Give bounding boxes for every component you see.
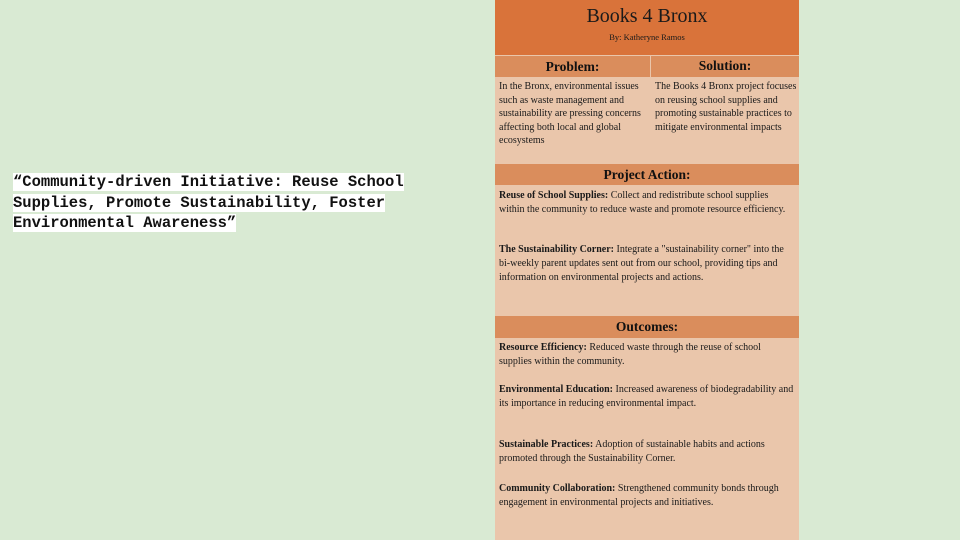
action-item-label: Reuse of School Supplies: bbox=[499, 190, 609, 201]
outcome-item-label: Environmental Education: bbox=[499, 384, 613, 395]
outcomes-heading: Outcomes: bbox=[495, 316, 799, 338]
problem-text: In the Bronx, environmental issues such as waste management and sustainability are pressing concerns affecting both local and global ecosystems bbox=[499, 81, 641, 146]
outcome-item-resource-efficiency bbox=[499, 341, 795, 369]
poster-author: By: Katheryne Ramos bbox=[609, 32, 685, 42]
action-item-reuse bbox=[499, 189, 795, 217]
action-item-sustainability-corner bbox=[499, 243, 795, 284]
quote-text bbox=[13, 172, 463, 234]
outcome-item-text: Increased awareness of biodegradability and its importance in reducing environmental impact. bbox=[499, 384, 794, 409]
solution-text: The Books 4 Bronx project focuses on reusing school supplies and promoting sustainable practices to mitigate environmental impacts bbox=[655, 81, 797, 133]
outcome-item-text: Reduced waste through the reuse of school supplies within the community. bbox=[499, 342, 761, 367]
problem-heading: Problem: bbox=[495, 56, 650, 77]
project-poster bbox=[495, 0, 799, 540]
project-action-heading: Project Action: bbox=[495, 164, 799, 185]
outcome-item-text: Strengthened community bonds through engagement in environmental projects and initiatives. bbox=[499, 483, 779, 508]
outcome-item-label: Sustainable Practices: bbox=[499, 439, 594, 450]
outcome-item-environmental-education bbox=[499, 383, 795, 411]
outcome-item-sustainable-practices bbox=[499, 438, 795, 466]
quote-line-1: “Community-driven Initiative: Reuse School bbox=[13, 173, 404, 191]
outcome-item-community-collaboration bbox=[499, 482, 795, 510]
poster-header bbox=[495, 0, 799, 55]
solution-heading: Solution: bbox=[651, 56, 799, 77]
quote-line-3: Environmental Awareness” bbox=[13, 214, 237, 232]
outcome-item-label: Resource Efficiency: bbox=[499, 342, 587, 353]
action-item-text: Collect and redistribute school supplies within the community to reduce waste and promote resource efficiency. bbox=[499, 190, 786, 215]
outcome-item-label: Community Collaboration: bbox=[499, 483, 616, 494]
action-item-text: Integrate a "sustainability corner" into the bi-weekly parent updates sent out from our school, providing tips and information on environmental projects and actions. bbox=[499, 244, 784, 283]
action-item-label: The Sustainability Corner: bbox=[499, 244, 615, 255]
poster-title: Books 4 Bronx bbox=[586, 5, 708, 27]
quote-line-2: Supplies, Promote Sustainability, Foster bbox=[13, 193, 386, 212]
outcome-item-text: Adoption of sustainable habits and actions promoted through the Sustainability Corner. bbox=[499, 439, 765, 464]
